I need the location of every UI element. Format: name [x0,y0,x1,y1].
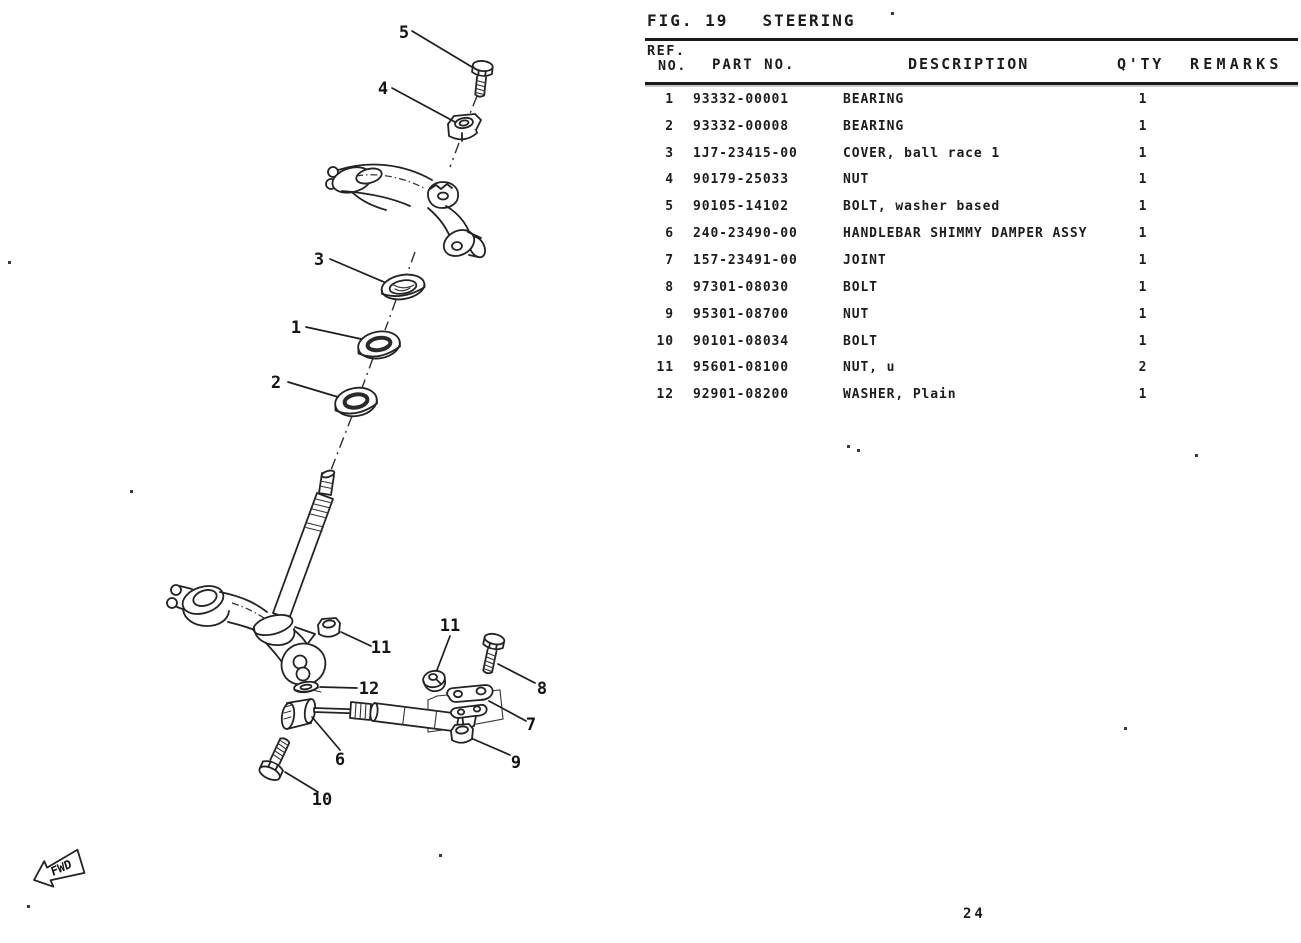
cell-qty: 1 [1138,333,1148,349]
cell-description: BEARING [843,91,905,107]
callout-5-label: 5 [398,23,410,43]
joint-7-drawing [447,685,492,718]
cell-ref: 2 [665,118,674,134]
cell-ref: 1 [665,91,674,107]
cell-description: NUT [843,306,870,322]
nut-11-right-drawing [422,669,447,691]
cell-qty: 1 [1138,172,1148,188]
cell-ref: 4 [665,172,674,188]
table-row [645,86,1301,113]
cell-description: BOLT [843,333,878,349]
callout-1-label: 1 [290,318,302,338]
callout-labels [271,23,547,810]
figure-name: STEERING [762,11,856,30]
cell-part-no: 97301-08030 [693,279,789,295]
cell-description: BEARING [843,118,905,134]
cell-description: NUT, u [843,360,896,376]
figure-title [647,11,856,30]
table-row [645,301,1301,328]
header-ref-no-line1: REF. [647,43,686,59]
cell-description: WASHER, Plain [843,387,957,403]
callout-4-label: 4 [377,79,389,99]
nut-4-drawing [448,114,481,141]
damper-6-drawing [280,698,476,732]
cell-ref: 8 [665,279,674,295]
callout-11-left-label: 11 [370,638,392,658]
callout-8-label: 8 [536,679,548,699]
cell-part-no: 1J7-23415-00 [693,145,798,161]
cell-ref: 11 [656,360,674,376]
callout-7-label: 7 [525,715,537,735]
cell-qty: 1 [1138,145,1148,161]
table-row [645,274,1301,301]
fwd-arrow-label: FWD [49,856,74,879]
cell-description: COVER, ball race 1 [843,145,1001,161]
cell-ref: 9 [665,306,674,322]
parts-table-rows [645,86,1301,408]
table-row [645,193,1301,220]
upper-bracket-drawing [326,163,488,261]
cell-part-no: 93332-00008 [693,118,789,134]
table-row [645,247,1301,274]
header-description: DESCRIPTION [908,55,1030,73]
cell-qty: 1 [1138,226,1148,242]
lower-bracket-drawing [167,581,325,685]
header-part-no: PART NO. [712,57,796,73]
cell-qty: 2 [1138,360,1148,376]
table-row [645,113,1301,140]
cell-part-no: 95301-08700 [693,306,789,322]
cell-part-no: 157-23491-00 [693,252,798,268]
table-header-rule [645,82,1298,85]
table-top-rule [645,38,1298,41]
header-qty: Q'TY [1117,55,1164,73]
cell-description: JOINT [843,252,887,268]
cell-description: NUT [843,172,870,188]
header-remarks: REMARKS [1190,55,1283,73]
cell-description: HANDLEBAR SHIMMY DAMPER ASSY [843,226,1088,242]
bearing-2-drawing [333,385,379,420]
cell-part-no: 90179-25033 [693,172,789,188]
bolt-5-drawing [470,60,494,98]
nut-11-left-drawing [318,618,340,637]
callout-leaders [285,31,535,792]
callout-12-label: 12 [358,679,380,699]
callout-2-label: 2 [270,373,282,393]
cell-part-no: 90105-14102 [693,199,789,215]
table-row [645,220,1301,247]
cell-qty: 1 [1138,306,1148,322]
steering-stem-drawing [273,469,335,619]
cell-part-no: 95601-08100 [693,360,789,376]
cover-3-drawing [380,271,427,302]
cell-description: BOLT [843,279,878,295]
cell-ref: 10 [656,333,674,349]
cell-part-no: 93332-00001 [693,91,789,107]
callout-10-label: 10 [311,790,333,810]
parts-list-panel [645,0,1301,430]
cell-qty: 1 [1138,252,1148,268]
table-row [645,381,1301,408]
callout-9-label: 9 [510,753,522,773]
cell-ref: 7 [665,252,674,268]
cell-description: BOLT, washer based [843,199,1001,215]
header-ref-no-line2: NO. [658,58,687,74]
cell-ref: 6 [665,226,674,242]
cell-ref: 5 [665,199,674,215]
cell-part-no: 92901-08200 [693,387,789,403]
cell-qty: 1 [1138,387,1148,403]
page-number: 24 [963,906,986,922]
table-row [645,328,1301,355]
table-row [645,354,1301,381]
callout-3-label: 3 [313,250,325,270]
bolt-8-drawing [477,632,505,675]
cell-part-no: 90101-08034 [693,333,789,349]
nut-9-drawing [451,724,473,743]
cell-part-no: 240-23490-00 [693,226,798,242]
bearing-1-drawing [356,328,402,361]
table-row [645,167,1301,194]
figure-label: FIG. 19 [647,11,729,30]
cell-qty: 1 [1138,199,1148,215]
callout-11-right-label: 11 [439,616,461,636]
cell-qty: 1 [1138,118,1148,134]
cell-qty: 1 [1138,91,1148,107]
cell-qty: 1 [1138,279,1148,295]
callout-6-label: 6 [334,750,346,770]
table-row [645,140,1301,167]
cell-ref: 3 [665,145,674,161]
fwd-arrow [29,847,87,893]
cell-ref: 12 [656,387,674,403]
